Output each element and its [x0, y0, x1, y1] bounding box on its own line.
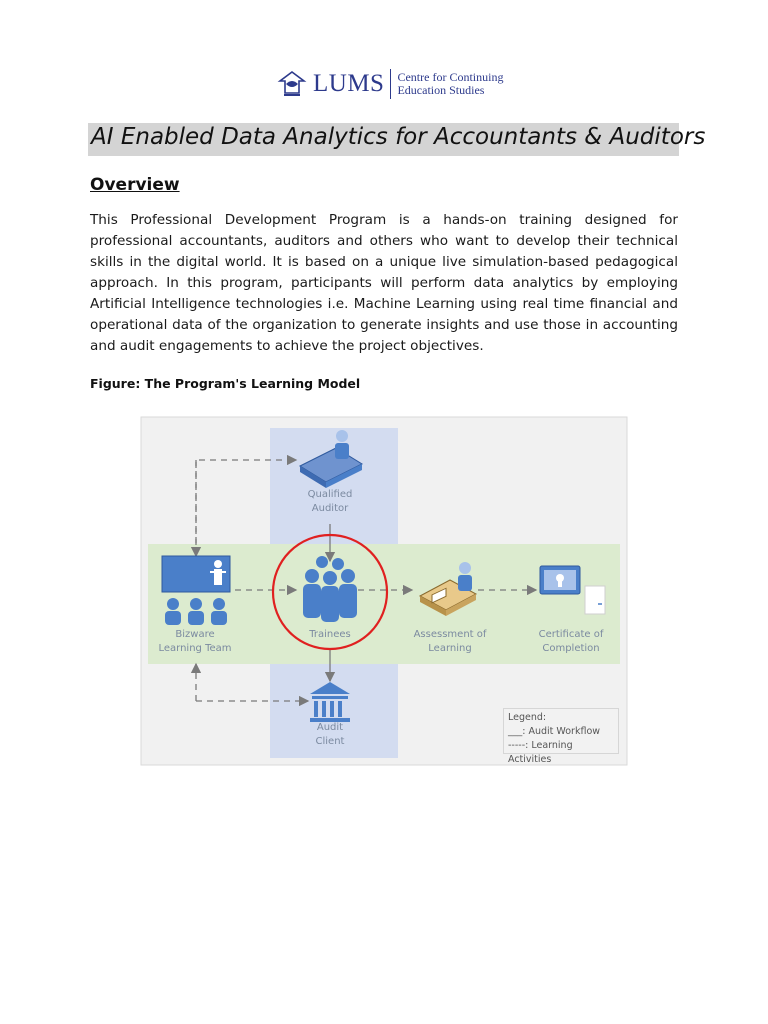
trainees-label: Trainees	[309, 629, 351, 640]
logo-subtitle-line1: Centre for Continuing	[397, 70, 504, 84]
logo-wordmark: LUMS	[313, 70, 385, 97]
assessment-label-line2: Learning	[428, 643, 472, 654]
assessment-label-line1: Assessment of	[413, 629, 487, 640]
overview-paragraph: This Professional Development Program is a hands-on training designed for professional accountants, auditors and others who want to develop their technical skills in the digital world. It is based on a unique live simulation-based pedagogical approach. In this program, participants will perform data analytics by employing Artificial Intelligence technologies i.e. Machine Learning using real time financial and operational data of the organization to generate insights and use those in accounting and audit engagements to achieve the project objectives.	[90, 212, 678, 354]
bizware-label-line2: Learning Team	[158, 643, 232, 654]
figure-caption: Figure: The Program's Learning Model	[90, 376, 361, 391]
lums-crest-icon	[277, 69, 307, 99]
overview-heading: Overview	[90, 175, 180, 195]
logo-subtitle-line2: Education Studies	[397, 83, 485, 97]
qualified-auditor-label-line2: Auditor	[311, 503, 349, 514]
presentation-board-icon	[162, 556, 230, 592]
bizware-label	[150, 628, 240, 656]
logo-subtitle	[397, 71, 503, 97]
qualified-auditor-label-line1: Qualified	[307, 489, 353, 500]
logo-divider	[390, 69, 391, 99]
assessment-label	[406, 628, 494, 656]
legend-title: Legend:	[508, 712, 547, 723]
audit-client-label	[290, 721, 370, 749]
audit-client-label-line2: Client	[315, 736, 345, 747]
certificate-label-line1: Certificate of	[538, 629, 604, 640]
page-title: AI Enabled Data Analytics for Accountants & Auditors	[91, 124, 706, 150]
certificate-label	[526, 628, 616, 656]
diagram-legend	[503, 708, 619, 765]
lums-logo	[277, 64, 503, 104]
certificate-label-line2: Completion	[542, 643, 600, 654]
qualified-auditor-label	[290, 488, 370, 516]
learning-model-diagram	[140, 416, 628, 766]
team-people-icon	[165, 598, 227, 625]
legend-solid-entry: ___: Audit Workflow	[508, 726, 601, 737]
title-bar	[88, 123, 706, 156]
legend-dashed-entry: -----: Learning Activities	[508, 740, 573, 765]
audit-client-label-line1: Audit	[316, 722, 344, 733]
bizware-label-line1: Bizware	[175, 629, 215, 640]
